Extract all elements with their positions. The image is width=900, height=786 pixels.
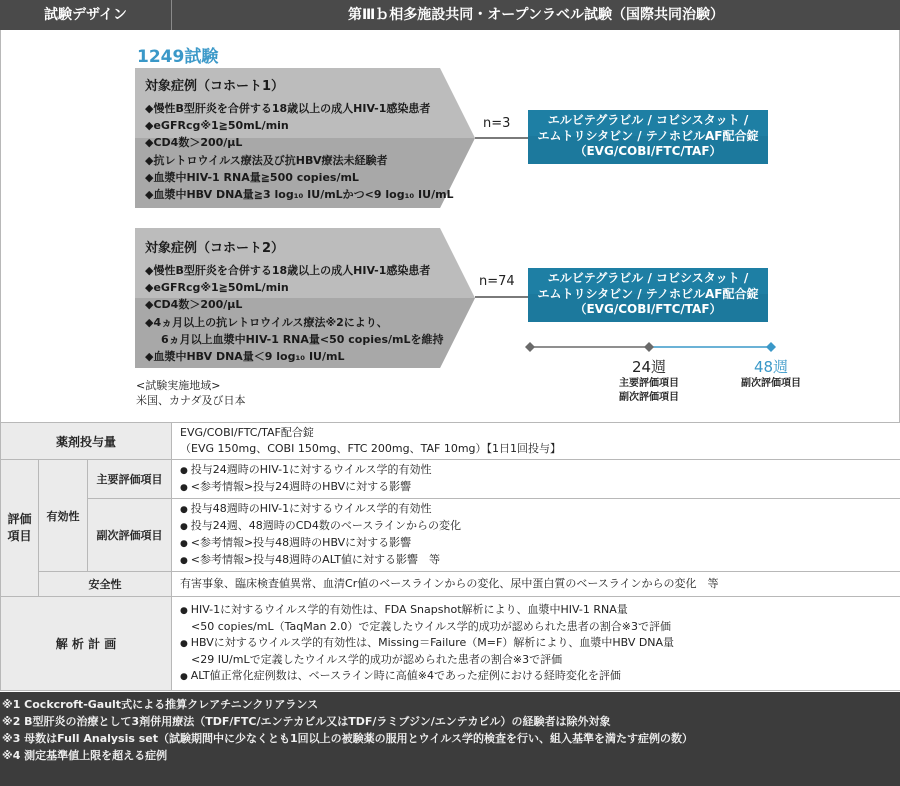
study-region	[136, 378, 245, 408]
arm-line: （EVG/COBI/FTC/TAF）	[574, 302, 722, 316]
primary-endpoint-label: 主要評価項目	[88, 460, 172, 499]
analysis-item: ● HIV-1に対するウイルス学的有効性は、FDA Snapshot解析により、血漿中HIV-1 RNA量	[180, 602, 892, 619]
cohort1-n: n=3	[483, 116, 511, 131]
week24-endpoint: 副次評価項目	[619, 392, 679, 403]
cohort2-n: n=74	[479, 274, 515, 289]
dosing-line: （EVG 150mg、COBI 150mg、FTC 200mg、TAF 10mg）【1日1回投与】	[180, 442, 562, 455]
cohort2-item: ◆ eGFRcg※1≧50mL/min	[145, 279, 443, 296]
dosing-line: EVG/COBI/FTC/TAF配合錠	[180, 426, 314, 439]
page-title: 第Ⅲｂ相多施設共同・オープンラベル試験（国際共同治験）	[348, 7, 724, 23]
week48-endpoint: 副次評価項目	[741, 378, 801, 389]
footnote: ※2 B型肝炎の治療として3剤併用療法（TDF/FTC/エンテカビル又はTDF/ラミブジン/エンテカビル）の経験者は除外対象	[2, 715, 611, 728]
region-value: 米国、カナダ及び日本	[136, 394, 246, 407]
cohort2-criteria	[145, 240, 443, 365]
primary-endpoint-value	[172, 460, 900, 499]
arm-line: エルビテグラビル / コビシスタット /	[547, 113, 749, 127]
analysis-plan-label: 解 析 計 画	[1, 597, 172, 691]
analysis-plan-value	[172, 597, 900, 691]
arm-line: エムトリシタビン / テノホビルAF配合錠	[537, 286, 759, 301]
analysis-item: ● HBVに対するウイルス学的有効性は、Missing＝Failure（M=F）解析により、血漿中HBV DNA量	[180, 635, 892, 652]
section-label: 試験デザイン	[0, 0, 172, 30]
cohort1-item: ◆ 抗レトロウイルス療法及び抗HBV療法未経験者	[145, 152, 454, 169]
secondary-endpoint-label: 副次評価項目	[88, 499, 172, 572]
week24-label	[605, 356, 693, 405]
dosing-value	[172, 423, 900, 460]
cohort1-item: ◆ 血漿中HIV-1 RNA量≧500 copies/mL	[145, 169, 454, 186]
timeline	[525, 342, 777, 352]
top-header	[0, 0, 900, 30]
evaluation-label	[1, 460, 39, 597]
arm-line: エムトリシタビン / テノホビルAF配合錠	[537, 128, 759, 143]
dosing-label: 薬剤投与量	[1, 423, 172, 460]
cohort1-connector	[475, 137, 528, 139]
primary-endpoint-item: ● 投与24週時のHIV-1に対するウイルス学的有効性	[180, 462, 892, 479]
secondary-endpoint-item: ● 投与48週時のHIV-1に対するウイルス学的有効性	[180, 501, 892, 518]
week48-label	[727, 356, 815, 391]
cohort1-title: 対象症例（コホート1）	[145, 79, 285, 94]
week24-number: 24週	[631, 358, 667, 376]
cohort2-connector	[475, 296, 528, 298]
efficacy-label: 有効性	[39, 460, 88, 572]
cohort1-item: ◆ 血漿中HBV DNA量≧3 log₁₀ IU/mLかつ<9 log₁₀ IU/mL	[145, 186, 454, 203]
cohort1-criteria	[145, 78, 454, 203]
footnote: ※4 測定基準値上限を超える症例	[2, 749, 168, 762]
safety-label: 安全性	[39, 572, 172, 597]
cohort2-treatment-arm	[528, 268, 768, 322]
week24-marker	[644, 342, 654, 352]
cohort2-item: ◆ 血漿中HBV DNA量＜9 log₁₀ IU/mL	[145, 348, 443, 365]
secondary-endpoint-item: ● <参考情報>投与48週時のALT値に対する影響 等	[180, 552, 892, 569]
study-id: 1249試験	[137, 47, 219, 67]
analysis-item-cont: <50 copies/mL（TaqMan 2.0）で定義したウイルス学的成功が認められた患者の割合※3で評価	[191, 620, 671, 633]
footnote: ※1 Cockcroft-Gault式による推算クレアチニンクリアランス	[2, 698, 319, 711]
secondary-endpoint-item: ● 投与24週、48週時のCD4数のベースラインからの変化	[180, 518, 892, 535]
week48-number: 48週	[753, 358, 789, 376]
cohort1-treatment-arm	[528, 110, 768, 164]
footnotes	[0, 692, 900, 786]
arm-line: エルビテグラビル / コビシスタット /	[547, 271, 749, 285]
evaluation-label-line: 評価	[7, 512, 32, 526]
timeline-start-marker	[525, 342, 535, 352]
week24-endpoint: 主要評価項目	[619, 378, 679, 389]
cohort1-item: ◆ eGFRcg※1≧50mL/min	[145, 117, 454, 134]
cohort1-item: ◆ 慢性B型肝炎を合併する18歳以上の成人HIV-1感染患者	[145, 100, 454, 117]
evaluation-label-line: 項目	[7, 529, 32, 543]
cohort2-item-cont: 6ヵ月以上血漿中HIV-1 RNA量<50 copies/mLを維持	[161, 332, 444, 346]
study-design-diagram	[0, 30, 900, 422]
analysis-item-cont: <29 IU/mLで定義したウイルス学的成功が認められた患者の割合※3で評価	[191, 653, 563, 666]
arm-line: （EVG/COBI/FTC/TAF）	[574, 144, 722, 158]
analysis-item: ● ALT値正常化症例数は、ベースライン時に高値※4であった症例における経時変化を評価	[180, 668, 892, 685]
week48-marker	[766, 342, 776, 352]
cohort2-item: ◆ CD4数＞200/μL	[145, 296, 443, 313]
safety-value: 有害事象、臨床検査値異常、血清Cr値のベースラインからの変化、尿中蛋白質のベースラインからの変化 等	[172, 572, 900, 597]
footnote: ※3 母数はFull Analysis set（試験期間中に少なくとも1回以上の被験薬の服用とウイルス学的検査を行い、組入基準を満たす症例の数）	[2, 732, 694, 745]
cohort2-item: ◆ 4ヵ月以上の抗レトロウイルス療法※2により、	[145, 314, 443, 331]
cohort2-title: 対象症例（コホート2）	[145, 241, 285, 256]
region-heading: <試験実施地域>	[136, 379, 221, 392]
cohort2-item: ◆ 慢性B型肝炎を合併する18歳以上の成人HIV-1感染患者	[145, 262, 443, 279]
secondary-endpoint-value	[172, 499, 900, 572]
study-info-table	[0, 422, 900, 691]
primary-endpoint-item: ● <参考情報>投与24週時のHBVに対する影響	[180, 479, 892, 496]
secondary-endpoint-item: ● <参考情報>投与48週時のHBVに対する影響	[180, 535, 892, 552]
cohort1-item: ◆ CD4数＞200/μL	[145, 134, 454, 151]
